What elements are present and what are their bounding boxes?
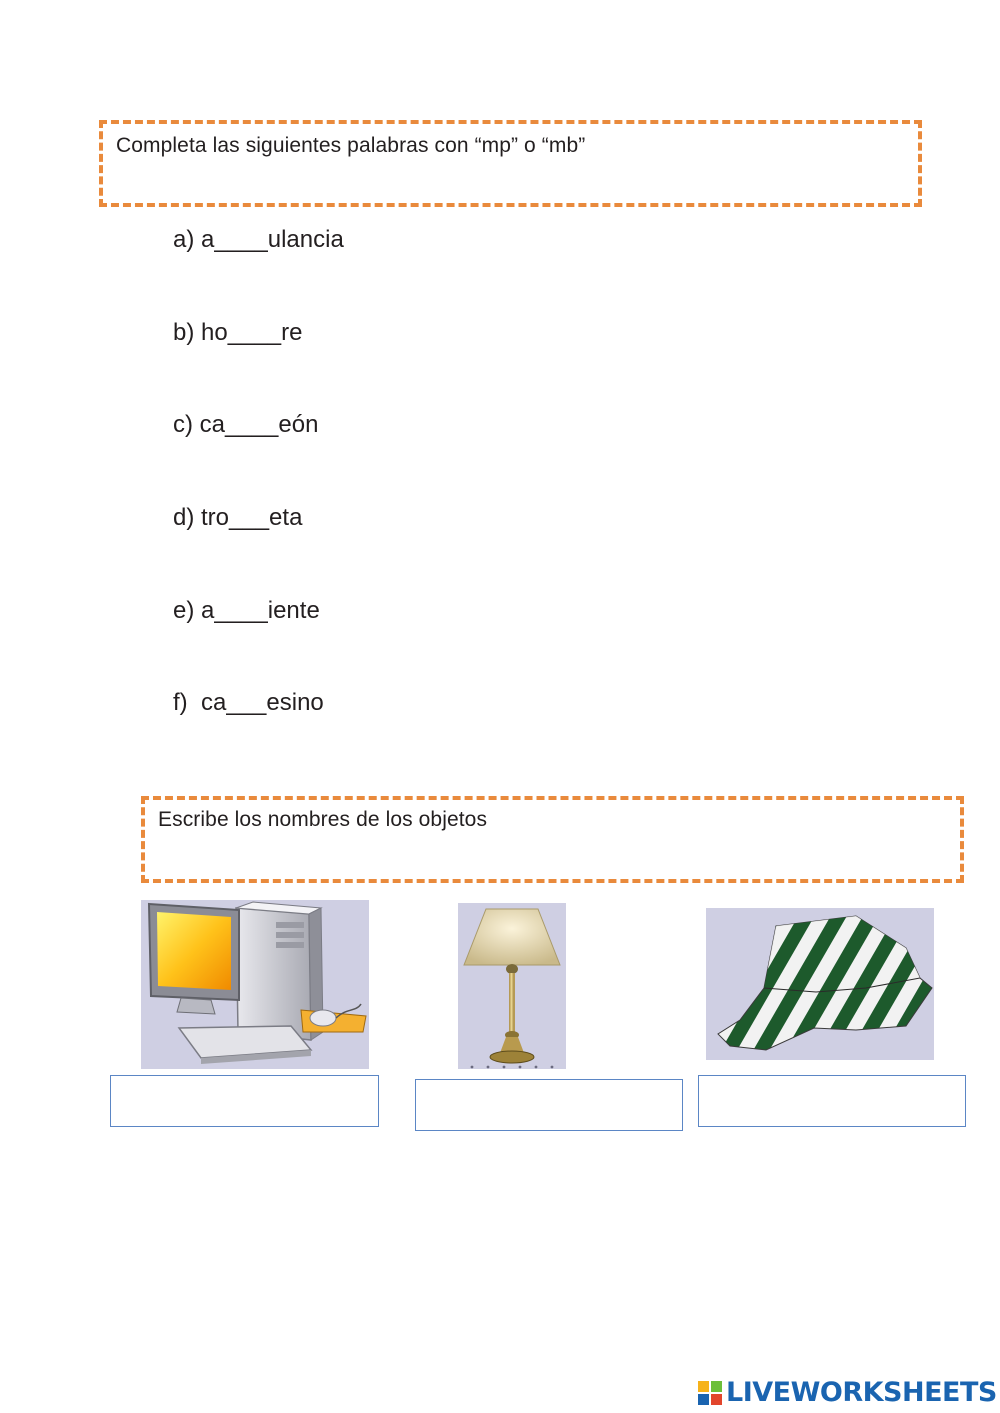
answer-box-hat[interactable] — [698, 1075, 966, 1127]
instruction-box-2 — [141, 796, 964, 883]
word-item-d: d) tro___eta — [173, 504, 303, 531]
brand-name: LIVEWORKSHEETS — [726, 1377, 997, 1408]
word-item-b: b) ho____re — [173, 319, 303, 346]
hat-image — [706, 908, 934, 1060]
liveworksheets-mark-icon — [697, 1379, 723, 1407]
word-item-f: f) ca___esino — [173, 689, 324, 716]
computer-image — [141, 900, 369, 1069]
word-item-a: a) a____ulancia — [173, 226, 344, 253]
instruction-text-2: Escribe los nombres de los objetos — [158, 808, 488, 831]
lamp-image — [458, 903, 566, 1069]
liveworksheets-logo — [697, 1377, 997, 1408]
word-item-e: e) a____iente — [173, 597, 320, 624]
instruction-box-1 — [99, 120, 922, 207]
instruction-text-1: Completa las siguientes palabras con “mp” o “mb” — [116, 134, 586, 157]
answer-box-computer[interactable] — [110, 1075, 379, 1127]
word-item-c: c) ca____eón — [173, 411, 319, 438]
answer-box-lamp[interactable] — [415, 1079, 683, 1131]
